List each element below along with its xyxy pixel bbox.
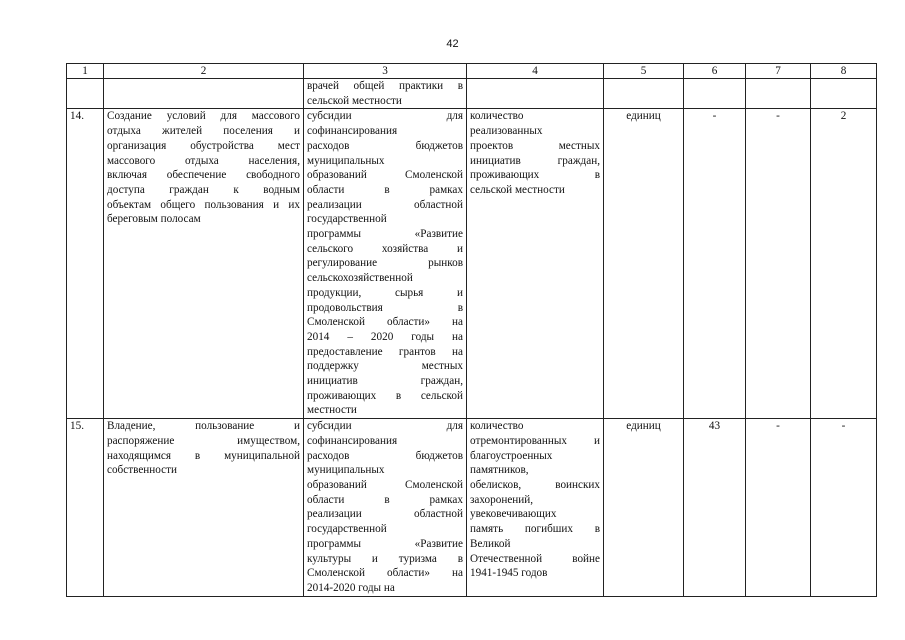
column-number-header: 4 bbox=[467, 64, 604, 79]
text-line: Смоленской области» на bbox=[307, 567, 463, 580]
text-line: инициатив граждан, bbox=[307, 375, 463, 388]
text-line: области в рамках bbox=[307, 493, 463, 506]
text-line: реализованных bbox=[470, 125, 543, 138]
text-line: продовольствия в bbox=[307, 301, 463, 314]
column-number-row bbox=[67, 64, 877, 79]
text-line: реализации областной bbox=[307, 198, 463, 211]
text-line: организация обустройства мест bbox=[107, 139, 300, 152]
financing-source-cell bbox=[304, 109, 467, 419]
text-line: инициатив граждан, bbox=[470, 154, 600, 167]
text-line: Владение, пользование и bbox=[107, 420, 300, 433]
text-line: Создание условий для массового bbox=[107, 110, 300, 123]
text-line: находящимся в муниципальной bbox=[107, 449, 300, 462]
table-row bbox=[67, 109, 877, 419]
text-line: отремонтированных и bbox=[470, 434, 600, 447]
text-line: врачей общей практики в bbox=[307, 80, 463, 92]
text-line: объектам общего пользования и их bbox=[107, 198, 300, 211]
value-cell-col7: - bbox=[746, 419, 811, 597]
text-line: сельской местности bbox=[470, 183, 565, 196]
text-line: памятников, bbox=[470, 464, 529, 477]
text-line: программы «Развитие bbox=[307, 228, 463, 241]
value-cell-col8: - bbox=[811, 419, 877, 597]
column-number-header: 8 bbox=[811, 64, 877, 79]
activity-description bbox=[104, 109, 304, 419]
text-line: 2014 – 2020 годы на bbox=[307, 330, 463, 343]
text-line: образований Смоленской bbox=[307, 478, 463, 491]
table-cell bbox=[811, 79, 877, 109]
column-number-header: 1 bbox=[67, 64, 104, 79]
text-line: продукции, сырья и bbox=[307, 286, 463, 299]
text-line: софинансирования bbox=[307, 434, 398, 447]
unit-cell: единиц bbox=[604, 419, 684, 597]
text-line: благоустроенных bbox=[470, 449, 553, 462]
text-line: сельского хозяйства и bbox=[307, 242, 463, 255]
text-line: муниципальных bbox=[307, 464, 385, 477]
column-number-header: 3 bbox=[304, 64, 467, 79]
text-line: местности bbox=[307, 404, 357, 417]
text-line: государственной bbox=[307, 213, 387, 226]
text-line: Смоленской области» на bbox=[307, 316, 463, 329]
text-line: количество bbox=[470, 420, 524, 433]
text-line: области в рамках bbox=[307, 183, 463, 196]
text-line: включая обеспечение свободного bbox=[107, 169, 300, 182]
text-line: образований Смоленской bbox=[307, 169, 463, 182]
indicator-description bbox=[467, 419, 604, 597]
text-line: количество bbox=[470, 110, 524, 123]
value-cell-col8: 2 bbox=[811, 109, 877, 419]
value-cell-col6: 43 bbox=[684, 419, 746, 597]
text-line: сельской местности bbox=[307, 94, 402, 107]
text-line: собственности bbox=[107, 464, 177, 477]
table-cell bbox=[67, 79, 104, 109]
text-line: расходов бюджетов bbox=[307, 449, 463, 462]
text-line: 2014-2020 годы на bbox=[307, 581, 395, 594]
table-row bbox=[67, 419, 877, 597]
text-line: отдыха жителей поселения и bbox=[107, 125, 300, 138]
text-line: поддержку местных bbox=[307, 360, 463, 373]
text-line: субсидии для bbox=[307, 420, 463, 433]
text-line: предоставление грантов на bbox=[307, 345, 463, 358]
column-number-header: 7 bbox=[746, 64, 811, 79]
text-line: доступа граждан к водным bbox=[107, 183, 300, 196]
financing-source-cell bbox=[304, 79, 467, 109]
unit-cell: единиц bbox=[604, 109, 684, 419]
text-line: береговым полосам bbox=[107, 213, 201, 226]
text-line: культуры и туризма в bbox=[307, 552, 463, 565]
text-line: государственной bbox=[307, 523, 387, 536]
page-number: 42 bbox=[446, 38, 459, 50]
activity-description bbox=[104, 419, 304, 597]
row-number: 14. bbox=[67, 109, 104, 419]
text-line: муниципальных bbox=[307, 154, 385, 167]
text-line: софинансирования bbox=[307, 125, 398, 138]
text-line: расходов бюджетов bbox=[307, 139, 463, 152]
table-cell bbox=[684, 79, 746, 109]
text-line: проживающих в сельской bbox=[307, 389, 463, 402]
text-line: обелисков, воинских bbox=[470, 478, 600, 491]
continuation-row bbox=[67, 79, 877, 109]
column-number-header: 2 bbox=[104, 64, 304, 79]
indicators-table bbox=[66, 63, 877, 597]
text-line: память погибших в bbox=[470, 523, 600, 536]
table-cell bbox=[467, 79, 604, 109]
financing-source-cell bbox=[304, 419, 467, 597]
text-line: проектов местных bbox=[470, 139, 600, 152]
value-cell-col7: - bbox=[746, 109, 811, 419]
table-cell bbox=[746, 79, 811, 109]
column-number-header: 6 bbox=[684, 64, 746, 79]
text-line: Великой bbox=[470, 537, 511, 550]
text-line: распоряжение имуществом, bbox=[107, 434, 300, 447]
text-line: сельскохозяйственной bbox=[307, 272, 413, 285]
text-line: массового отдыха населения, bbox=[107, 154, 300, 167]
text-line: 1941-1945 годов bbox=[470, 567, 548, 580]
table-cell bbox=[104, 79, 304, 109]
row-number: 15. bbox=[67, 419, 104, 597]
value-cell-col6: - bbox=[684, 109, 746, 419]
text-line: субсидии для bbox=[307, 110, 463, 123]
table-cell bbox=[604, 79, 684, 109]
text-line: захоронений, bbox=[470, 493, 534, 506]
column-number-header: 5 bbox=[604, 64, 684, 79]
text-line: регулирование рынков bbox=[307, 257, 463, 270]
indicator-description bbox=[467, 109, 604, 419]
text-line: увековечивающих bbox=[470, 508, 557, 521]
text-line: реализации областной bbox=[307, 508, 463, 521]
text-line: программы «Развитие bbox=[307, 537, 463, 550]
text-line: Отечественной войне bbox=[470, 552, 600, 565]
text-line: проживающих в bbox=[470, 169, 600, 182]
